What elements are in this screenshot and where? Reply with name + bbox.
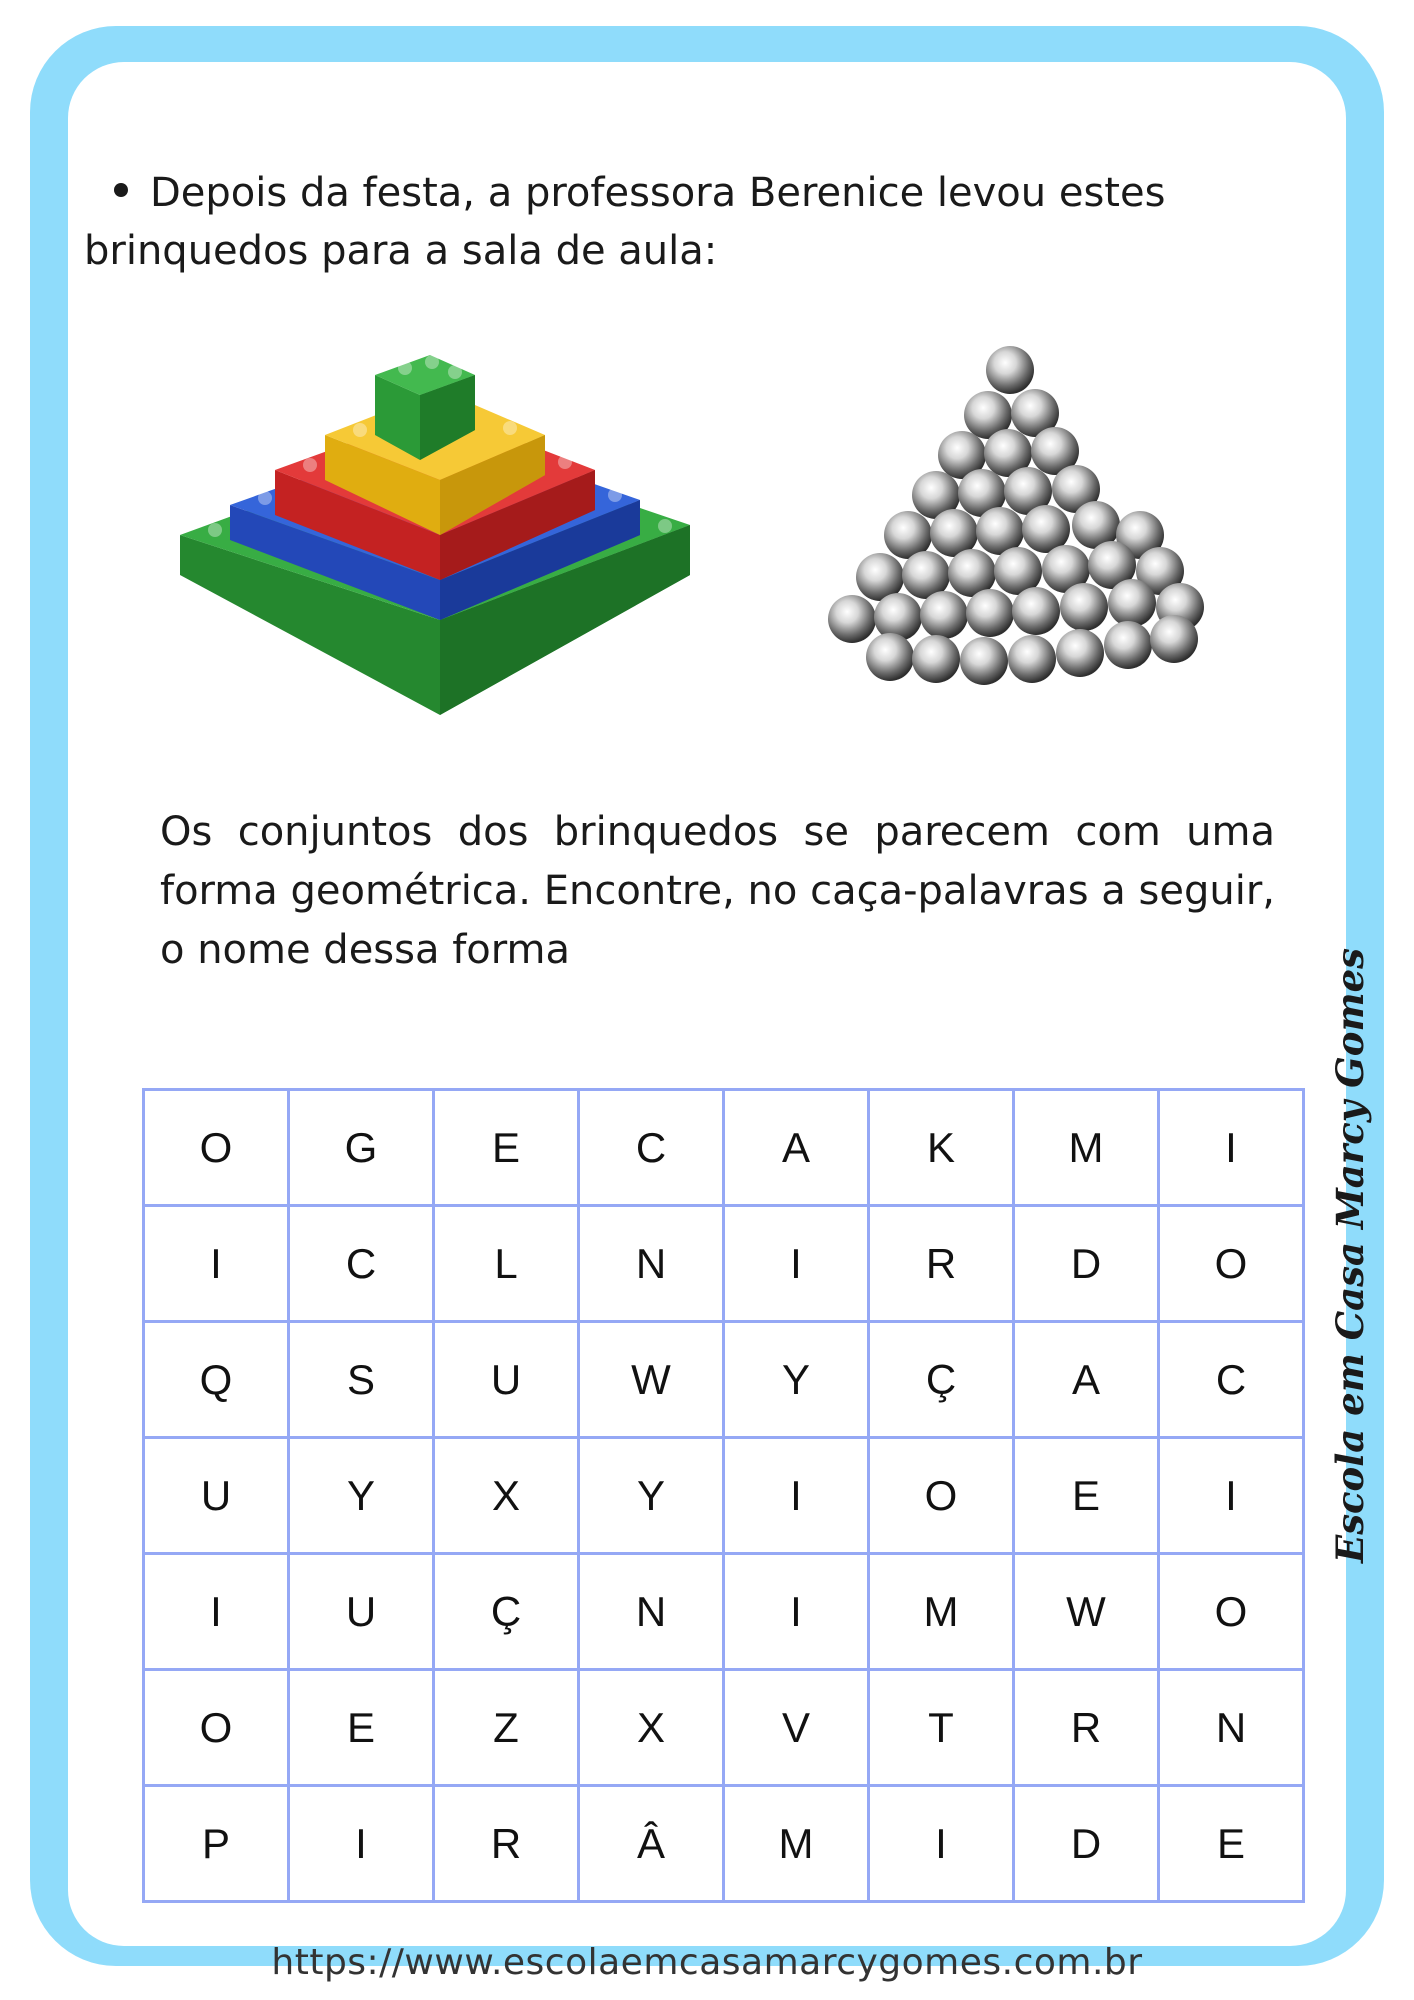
grid-cell[interactable]: N bbox=[1159, 1670, 1304, 1786]
grid-cell[interactable]: I bbox=[289, 1786, 434, 1902]
intro-text bbox=[84, 164, 1284, 280]
grid-cell[interactable]: K bbox=[869, 1090, 1014, 1206]
grid-cell[interactable]: I bbox=[1159, 1438, 1304, 1554]
grid-cell[interactable]: Ç bbox=[869, 1322, 1014, 1438]
word-search-grid bbox=[142, 1088, 1305, 1903]
grid-cell[interactable]: I bbox=[724, 1438, 869, 1554]
grid-cell[interactable]: Y bbox=[579, 1438, 724, 1554]
grid-cell[interactable]: W bbox=[579, 1322, 724, 1438]
grid-cell[interactable]: M bbox=[724, 1786, 869, 1902]
grid-cell[interactable]: Q bbox=[144, 1322, 289, 1438]
grid-cell[interactable]: R bbox=[1014, 1670, 1159, 1786]
grid-cell[interactable]: V bbox=[724, 1670, 869, 1786]
grid-cell[interactable]: O bbox=[1159, 1206, 1304, 1322]
grid-cell[interactable]: C bbox=[1159, 1322, 1304, 1438]
grid-cell[interactable]: A bbox=[724, 1090, 869, 1206]
grid-cell[interactable]: I bbox=[1159, 1090, 1304, 1206]
footer-url[interactable]: https://www.escolaemcasamarcygomes.com.br bbox=[271, 1942, 1143, 1983]
grid-cell[interactable]: O bbox=[869, 1438, 1014, 1554]
grid-cell[interactable]: D bbox=[1014, 1786, 1159, 1902]
grid-cell[interactable]: Ç bbox=[434, 1554, 579, 1670]
grid-cell[interactable]: O bbox=[144, 1670, 289, 1786]
grid-cell[interactable]: C bbox=[579, 1090, 724, 1206]
grid-cell[interactable]: I bbox=[724, 1554, 869, 1670]
grid-row bbox=[144, 1090, 1304, 1206]
grid-cell[interactable]: Z bbox=[434, 1670, 579, 1786]
grid-cell[interactable]: X bbox=[434, 1438, 579, 1554]
grid-cell[interactable]: O bbox=[1159, 1554, 1304, 1670]
grid-cell[interactable]: Y bbox=[289, 1438, 434, 1554]
intro-line-1: Depois da festa, a professora Berenice levou estes bbox=[84, 164, 1284, 222]
grid-cell[interactable]: M bbox=[1014, 1090, 1159, 1206]
grid-cell[interactable]: R bbox=[434, 1786, 579, 1902]
grid-cell[interactable]: X bbox=[579, 1670, 724, 1786]
grid-cell[interactable]: C bbox=[289, 1206, 434, 1322]
grid-row bbox=[144, 1322, 1304, 1438]
grid-cell[interactable]: E bbox=[1159, 1786, 1304, 1902]
side-label: Escola em Casa Marcy Gomes bbox=[1328, 948, 1372, 1563]
grid-row bbox=[144, 1786, 1304, 1902]
grid-row bbox=[144, 1206, 1304, 1322]
grid-cell[interactable]: Â bbox=[579, 1786, 724, 1902]
grid-cell[interactable]: I bbox=[724, 1206, 869, 1322]
grid-cell[interactable]: U bbox=[144, 1438, 289, 1554]
lego-pyramid-image bbox=[170, 330, 710, 720]
ball-pyramid-image bbox=[740, 325, 1280, 715]
grid-cell[interactable]: R bbox=[869, 1206, 1014, 1322]
grid-cell[interactable]: T bbox=[869, 1670, 1014, 1786]
grid-cell[interactable]: S bbox=[289, 1322, 434, 1438]
grid-row bbox=[144, 1438, 1304, 1554]
grid-cell[interactable]: D bbox=[1014, 1206, 1159, 1322]
grid-row bbox=[144, 1670, 1304, 1786]
grid-cell[interactable]: L bbox=[434, 1206, 579, 1322]
grid-cell[interactable]: O bbox=[144, 1090, 289, 1206]
grid-row bbox=[144, 1554, 1304, 1670]
grid-cell[interactable]: P bbox=[144, 1786, 289, 1902]
grid-cell[interactable]: I bbox=[144, 1206, 289, 1322]
grid-cell[interactable]: I bbox=[869, 1786, 1014, 1902]
question-text: Os conjuntos dos brinquedos se parecem com uma forma geométrica. Encontre, no caça-palavras a seguir, o nome dessa forma bbox=[160, 809, 1275, 973]
grid-cell[interactable]: G bbox=[289, 1090, 434, 1206]
grid-cell[interactable]: E bbox=[289, 1670, 434, 1786]
grid-cell[interactable]: W bbox=[1014, 1554, 1159, 1670]
grid-cell[interactable]: Y bbox=[724, 1322, 869, 1438]
grid-cell[interactable]: E bbox=[1014, 1438, 1159, 1554]
grid-cell[interactable]: N bbox=[579, 1206, 724, 1322]
intro-line-2: brinquedos para a sala de aula: bbox=[84, 228, 718, 274]
grid-cell[interactable]: E bbox=[434, 1090, 579, 1206]
bullet-icon bbox=[114, 183, 128, 197]
grid-cell[interactable]: U bbox=[289, 1554, 434, 1670]
grid-cell[interactable]: U bbox=[434, 1322, 579, 1438]
grid-cell[interactable]: I bbox=[144, 1554, 289, 1670]
grid-cell[interactable]: M bbox=[869, 1554, 1014, 1670]
grid-cell[interactable]: N bbox=[579, 1554, 724, 1670]
grid-cell[interactable]: A bbox=[1014, 1322, 1159, 1438]
